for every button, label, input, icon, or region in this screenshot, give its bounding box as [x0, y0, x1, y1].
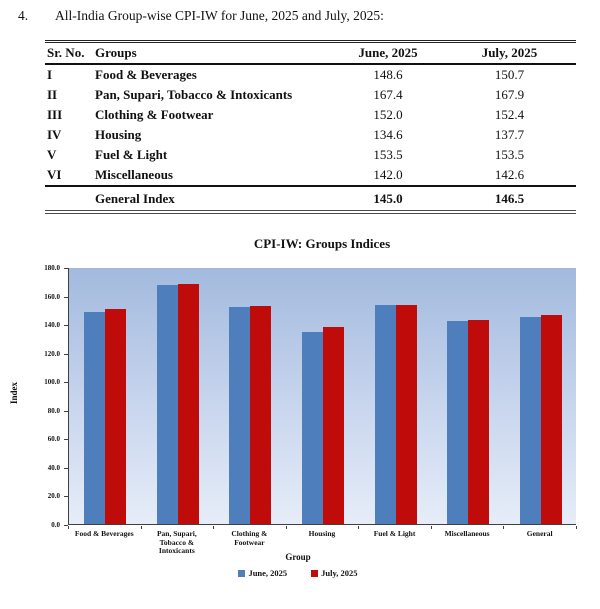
june-value-cell: 148.6 — [373, 67, 403, 82]
sr-no-cell: V — [47, 147, 57, 162]
july-value-cell: 142.6 — [494, 167, 525, 182]
bar — [468, 320, 489, 524]
june-legend-swatch-icon — [238, 570, 245, 577]
table-row — [45, 186, 576, 212]
y-tick-mark — [64, 268, 68, 269]
x-tick-mark — [213, 526, 214, 529]
bar-group — [432, 267, 505, 524]
july-value-cell: 146.5 — [443, 186, 576, 212]
y-tick-label: 180.0 — [44, 264, 60, 272]
bar — [105, 309, 126, 524]
bar — [157, 285, 178, 524]
bar-group — [359, 267, 432, 524]
y-tick-label: 60.0 — [47, 435, 60, 444]
bar — [250, 306, 271, 524]
section-number: 4. — [18, 8, 29, 23]
table-row — [45, 105, 576, 125]
bar — [375, 305, 396, 524]
col-header-june: June, 2025 — [333, 42, 443, 65]
x-tick-mark — [286, 526, 287, 529]
y-tick-label: 80.0 — [47, 406, 60, 415]
x-category-label: Clothing & Footwear — [231, 529, 268, 547]
group-cell: Miscellaneous — [95, 167, 173, 182]
sr-no-cell: IV — [47, 127, 62, 142]
y-tick-mark — [64, 439, 68, 440]
x-category-label: Miscellaneous — [444, 529, 490, 538]
june-value-cell: 142.0 — [373, 167, 403, 182]
july-value-cell: 167.9 — [494, 87, 525, 102]
table-row — [45, 125, 576, 145]
x-tick-mark — [503, 526, 504, 529]
y-tick-mark — [64, 496, 68, 497]
bar-group — [69, 267, 142, 524]
x-category-label: Food & Beverages — [74, 529, 134, 538]
y-tick-label: 0.0 — [51, 521, 60, 529]
col-header-sr-no: Sr. No. — [45, 42, 93, 65]
y-tick-mark — [64, 411, 68, 412]
table-row — [45, 64, 576, 85]
y-tick-label: 100.0 — [44, 378, 60, 387]
table-row — [45, 165, 576, 186]
bar-group — [214, 267, 287, 524]
y-tick-mark — [64, 297, 68, 298]
july-legend-swatch-icon — [311, 570, 318, 577]
bar-group — [287, 267, 360, 524]
bar — [520, 317, 541, 524]
y-tick-label: 20.0 — [47, 492, 60, 501]
july-value-cell: 153.5 — [494, 147, 525, 162]
bar — [178, 284, 199, 524]
group-cell: General Index — [93, 186, 333, 212]
col-header-july: July, 2025 — [443, 42, 576, 65]
x-category-label: Pan, Supari, Tobacco & Intoxicants — [156, 529, 197, 555]
july-value-cell: 152.4 — [494, 107, 525, 122]
y-tick-mark — [64, 468, 68, 469]
legend-item-june — [238, 568, 287, 578]
x-tick-mark — [141, 526, 142, 529]
x-tick-mark — [576, 526, 577, 529]
plot-area — [68, 268, 576, 525]
y-tick-mark — [64, 382, 68, 383]
bar — [447, 321, 468, 524]
section-heading-text: All-India Group-wise CPI-IW for June, 2025 and July, 2025: — [55, 8, 384, 23]
x-tick-mark — [431, 526, 432, 529]
table-row — [45, 145, 576, 165]
cpi-table-header — [45, 42, 576, 65]
group-cell: Clothing & Footwear — [95, 107, 214, 122]
june-value-cell: 134.6 — [373, 127, 403, 142]
x-tick-mark — [358, 526, 359, 529]
y-tick-label: 160.0 — [44, 292, 60, 301]
x-category-label: General — [526, 529, 553, 538]
chart-legend — [0, 568, 596, 578]
y-tick-mark — [64, 325, 68, 326]
y-tick-label: 140.0 — [44, 321, 60, 330]
legend-item-july — [311, 568, 357, 578]
sr-no-cell — [45, 186, 93, 212]
header-row — [45, 42, 576, 65]
june-value-cell: 153.5 — [373, 147, 403, 162]
x-category-label: Fuel & Light — [373, 529, 416, 538]
june-value-cell: 167.4 — [373, 87, 403, 102]
bar-group — [142, 267, 215, 524]
group-cell: Housing — [95, 127, 142, 142]
bar — [84, 312, 105, 524]
y-tick-mark — [64, 354, 68, 355]
june-value-cell: 152.0 — [373, 107, 403, 122]
cpi-table-body — [45, 64, 576, 212]
sr-no-cell: VI — [47, 167, 62, 182]
july-value-cell: 150.7 — [494, 67, 525, 82]
bar — [302, 332, 323, 524]
y-tick-label: 120.0 — [44, 349, 60, 358]
legend-label-june: June, 2025 — [248, 568, 288, 578]
bar — [229, 307, 250, 524]
legend-label-july: July, 2025 — [321, 568, 358, 578]
x-axis-title: Group — [285, 552, 311, 562]
bar-group — [504, 267, 577, 524]
june-value-cell: 145.0 — [333, 186, 443, 212]
july-value-cell: 137.7 — [494, 127, 525, 142]
bar — [323, 327, 344, 524]
y-tick-label: 40.0 — [47, 463, 60, 472]
table-row — [45, 85, 576, 105]
sr-no-cell: III — [47, 107, 63, 122]
col-header-groups: Groups — [93, 42, 333, 65]
group-cell: Fuel & Light — [95, 147, 168, 162]
bar — [396, 305, 417, 524]
group-cell: Pan, Supari, Tobacco & Intoxicants — [95, 87, 293, 102]
y-axis-title: Index — [9, 382, 19, 405]
sr-no-cell: II — [47, 87, 58, 102]
chart-title: CPI-IW: Groups Indices — [253, 236, 391, 251]
group-cell: Food & Beverages — [95, 67, 197, 82]
x-tick-mark — [68, 526, 69, 529]
bar — [541, 315, 562, 524]
sr-no-cell: I — [47, 67, 53, 82]
cpi-table — [45, 40, 576, 214]
cpi-chart — [0, 228, 600, 598]
x-category-label: Housing — [308, 529, 336, 538]
